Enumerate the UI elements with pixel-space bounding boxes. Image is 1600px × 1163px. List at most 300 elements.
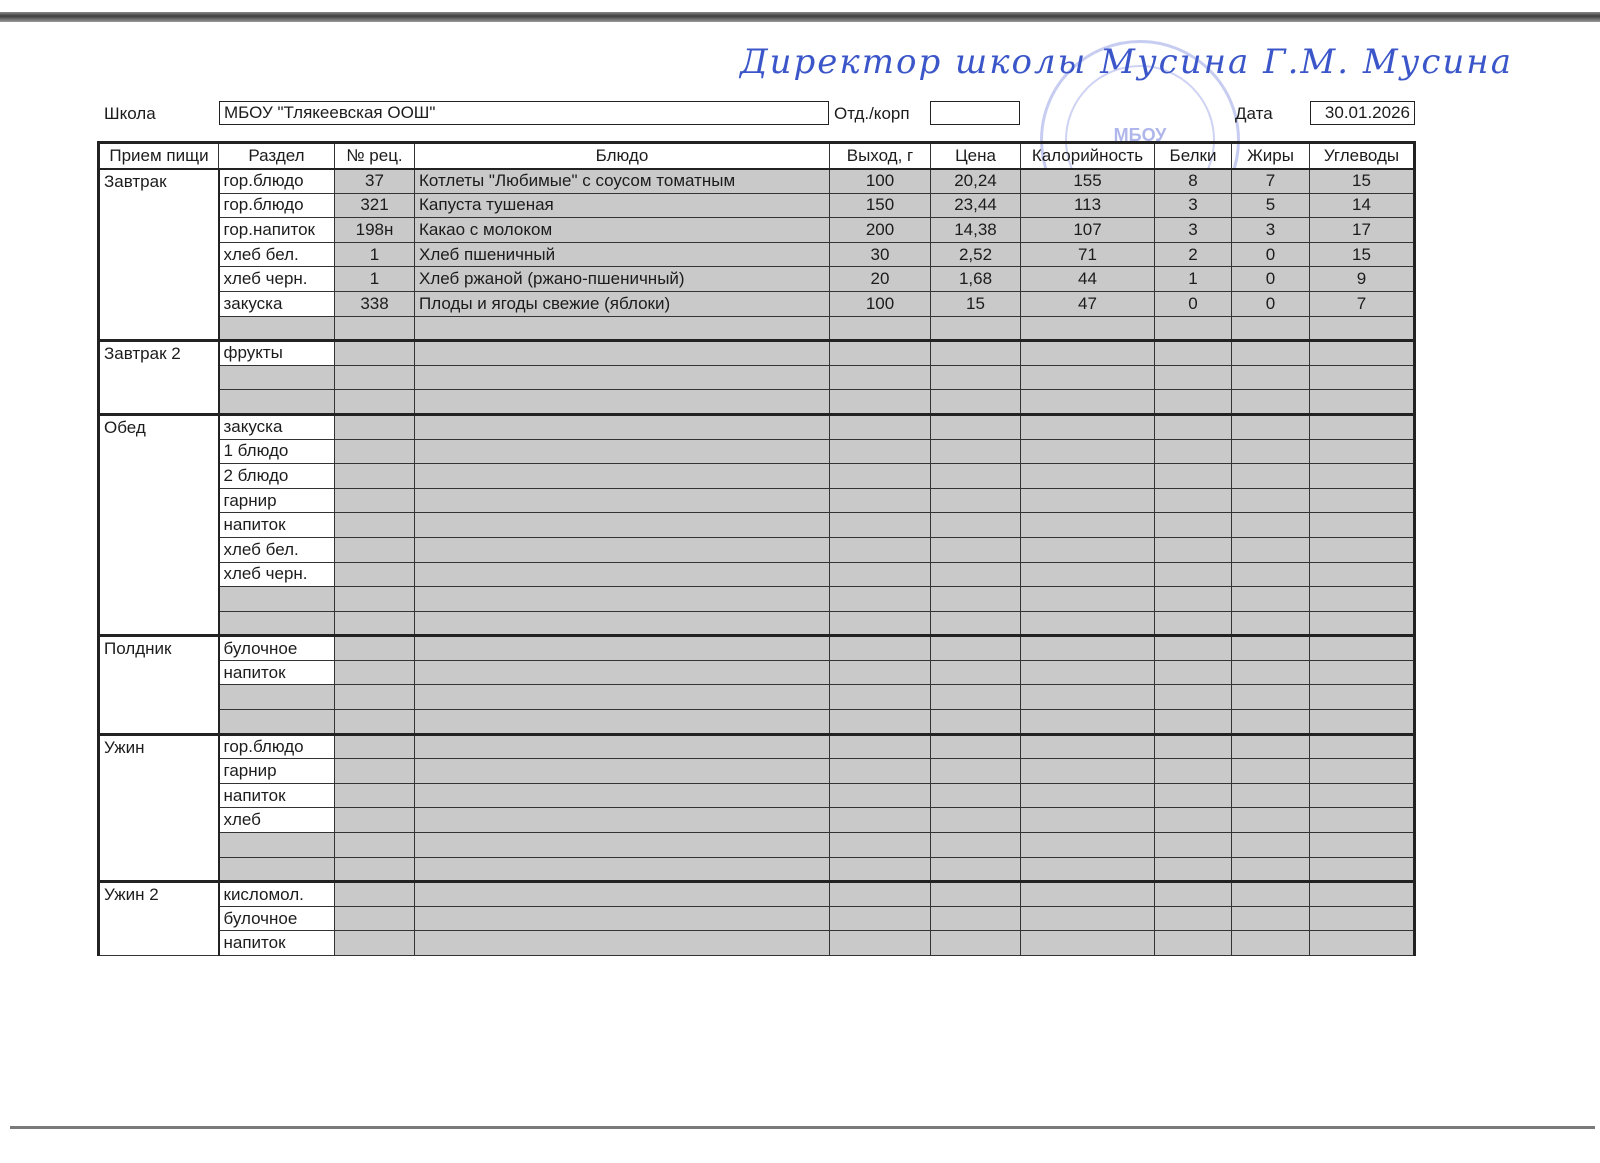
protein-cell [1155,759,1232,784]
yield-cell [830,660,931,685]
table-row [99,242,1415,267]
carbs-cell [1310,906,1415,931]
section-cell: гор.блюдо [219,734,335,759]
table-row [99,587,1415,612]
protein-cell [1155,390,1232,415]
table-row [99,857,1415,882]
table-row [99,316,1415,341]
meal-cell: Ужин [99,734,219,882]
carbs-cell [1310,390,1415,415]
protein-cell [1155,857,1232,882]
table-row [99,291,1415,316]
recipe-cell [335,636,415,661]
price-cell [931,562,1021,587]
price-cell: 2,52 [931,242,1021,267]
dish-cell [415,660,830,685]
yield-cell [830,562,931,587]
carbs-cell [1310,439,1415,464]
calories-cell: 47 [1021,291,1155,316]
recipe-cell [335,833,415,858]
table-row [99,464,1415,489]
meal-cell: Обед [99,414,219,635]
dish-cell [415,464,830,489]
recipe-cell [335,783,415,808]
dish-cell: Капуста тушеная [415,193,830,218]
fat-cell [1232,341,1310,366]
fat-cell: 0 [1232,267,1310,292]
fat-cell [1232,414,1310,439]
calories-cell: 155 [1021,169,1155,194]
fat-cell: 3 [1232,218,1310,243]
menu-table [97,141,1416,956]
carbs-cell [1310,882,1415,907]
recipe-cell: 321 [335,193,415,218]
protein-cell [1155,439,1232,464]
protein-cell [1155,513,1232,538]
yield-cell [830,857,931,882]
fat-cell: 0 [1232,291,1310,316]
protein-cell [1155,365,1232,390]
carbs-cell [1310,931,1415,956]
fat-cell [1232,488,1310,513]
section-cell [219,316,335,341]
price-cell [931,685,1021,710]
section-cell: 1 блюдо [219,439,335,464]
dish-cell: Хлеб ржаной (ржано-пшеничный) [415,267,830,292]
yield-cell [830,734,931,759]
calories-cell [1021,857,1155,882]
protein-cell: 8 [1155,169,1232,194]
carbs-cell [1310,316,1415,341]
recipe-cell: 1 [335,242,415,267]
table-row [99,882,1415,907]
price-cell [931,734,1021,759]
section-cell: напиток [219,660,335,685]
dish-cell [415,710,830,735]
fat-cell [1232,882,1310,907]
dept-field[interactable] [930,101,1020,125]
table-row [99,193,1415,218]
dish-cell [415,808,830,833]
price-cell [931,390,1021,415]
protein-cell [1155,783,1232,808]
dish-cell [415,906,830,931]
table-row [99,488,1415,513]
price-cell: 23,44 [931,193,1021,218]
protein-cell [1155,931,1232,956]
dish-cell [415,636,830,661]
dish-cell [415,316,830,341]
calories-cell [1021,759,1155,784]
calories-cell [1021,710,1155,735]
table-row [99,365,1415,390]
fat-cell [1232,587,1310,612]
col-price-header: Цена [931,143,1021,169]
price-cell [931,316,1021,341]
calories-cell: 44 [1021,267,1155,292]
price-cell [931,365,1021,390]
protein-cell [1155,537,1232,562]
table-row [99,931,1415,956]
section-cell: хлеб черн. [219,267,335,292]
calories-cell [1021,882,1155,907]
dish-cell [415,833,830,858]
section-cell [219,587,335,612]
yield-cell [830,390,931,415]
table-row [99,808,1415,833]
calories-cell [1021,414,1155,439]
calories-cell [1021,660,1155,685]
price-cell [931,931,1021,956]
protein-cell [1155,488,1232,513]
recipe-cell [335,685,415,710]
section-cell [219,390,335,415]
protein-cell [1155,562,1232,587]
yield-cell [830,414,931,439]
price-cell [931,464,1021,489]
meal-cell: Ужин 2 [99,882,219,956]
carbs-cell [1310,341,1415,366]
table-row [99,906,1415,931]
carbs-cell [1310,734,1415,759]
recipe-cell [335,464,415,489]
table-row [99,759,1415,784]
carbs-cell: 7 [1310,291,1415,316]
fat-cell [1232,906,1310,931]
recipe-cell [335,316,415,341]
price-cell [931,439,1021,464]
protein-cell [1155,808,1232,833]
dish-cell [415,931,830,956]
fat-cell [1232,513,1310,538]
dish-cell [415,513,830,538]
carbs-cell: 14 [1310,193,1415,218]
fat-cell [1232,660,1310,685]
yield-cell [830,710,931,735]
calories-cell [1021,906,1155,931]
fat-cell [1232,759,1310,784]
recipe-cell: 338 [335,291,415,316]
dish-cell [415,685,830,710]
yield-cell [830,488,931,513]
table-row [99,611,1415,636]
director-signature: Директор школы Мусина Г.М. Мусина [740,42,1513,82]
protein-cell: 1 [1155,267,1232,292]
calories-cell: 113 [1021,193,1155,218]
calories-cell [1021,833,1155,858]
calories-cell [1021,488,1155,513]
col-fat-header: Жиры [1232,143,1310,169]
yield-cell [830,759,931,784]
yield-cell [830,906,931,931]
col-section-header: Раздел [219,143,335,169]
section-cell: булочное [219,636,335,661]
recipe-cell: 1 [335,267,415,292]
protein-cell [1155,636,1232,661]
table-row [99,218,1415,243]
date-field[interactable]: 30.01.2026 [1310,101,1415,125]
col-protein-header: Белки [1155,143,1232,169]
recipe-cell [335,660,415,685]
fat-cell: 7 [1232,169,1310,194]
table-row [99,439,1415,464]
col-dish-header: Блюдо [415,143,830,169]
carbs-cell: 15 [1310,242,1415,267]
yield-cell [830,587,931,612]
meal-cell: Завтрак 2 [99,341,219,415]
fat-cell: 5 [1232,193,1310,218]
col-recipe-header: № рец. [335,143,415,169]
table-row [99,414,1415,439]
protein-cell: 0 [1155,291,1232,316]
fat-cell: 0 [1232,242,1310,267]
recipe-cell [335,414,415,439]
yield-cell [830,931,931,956]
recipe-cell [335,513,415,538]
yield-cell [830,636,931,661]
carbs-cell [1310,783,1415,808]
dish-cell [415,857,830,882]
table-header-row [99,143,1415,169]
yield-cell: 100 [830,291,931,316]
carbs-cell [1310,660,1415,685]
recipe-cell [335,562,415,587]
dish-cell [415,488,830,513]
fat-cell [1232,710,1310,735]
dish-cell [415,390,830,415]
price-cell [931,808,1021,833]
carbs-cell [1310,537,1415,562]
protein-cell [1155,734,1232,759]
dish-cell: Котлеты "Любимые" с соусом томатным [415,169,830,194]
recipe-cell [335,390,415,415]
dish-cell: Плоды и ягоды свежие (яблоки) [415,291,830,316]
recipe-cell: 37 [335,169,415,194]
protein-cell [1155,906,1232,931]
dish-cell [415,882,830,907]
section-cell [219,710,335,735]
fat-cell [1232,734,1310,759]
price-cell [931,759,1021,784]
section-cell: гор.блюдо [219,169,335,194]
fat-cell [1232,439,1310,464]
section-cell: гор.блюдо [219,193,335,218]
price-cell: 1,68 [931,267,1021,292]
price-cell [931,537,1021,562]
section-cell: гор.напиток [219,218,335,243]
calories-cell [1021,365,1155,390]
dish-cell [415,537,830,562]
fat-cell [1232,931,1310,956]
section-cell [219,833,335,858]
date-label: Дата [1235,104,1273,123]
section-cell: закуска [219,414,335,439]
fat-cell [1232,808,1310,833]
dish-cell: Хлеб пшеничный [415,242,830,267]
recipe-cell [335,710,415,735]
protein-cell [1155,833,1232,858]
col-yield-header: Выход, г [830,143,931,169]
yield-cell [830,537,931,562]
scan-edge-bottom [10,1126,1595,1129]
dish-cell [415,341,830,366]
dish-cell [415,759,830,784]
recipe-cell [335,365,415,390]
recipe-cell [335,759,415,784]
table-row [99,169,1415,194]
yield-cell [830,365,931,390]
dish-cell [415,783,830,808]
col-carbs-header: Углеводы [1310,143,1415,169]
section-cell: хлеб бел. [219,242,335,267]
recipe-cell [335,808,415,833]
recipe-cell [335,341,415,366]
col-meal-header: Прием пищи [99,143,219,169]
table-row [99,734,1415,759]
carbs-cell [1310,513,1415,538]
calories-cell [1021,316,1155,341]
carbs-cell: 15 [1310,169,1415,194]
fat-cell [1232,783,1310,808]
calories-cell [1021,931,1155,956]
recipe-cell [335,537,415,562]
calories-cell [1021,341,1155,366]
fat-cell [1232,833,1310,858]
price-cell [931,611,1021,636]
price-cell [931,882,1021,907]
table-row [99,783,1415,808]
price-cell [931,710,1021,735]
section-cell: кисломол. [219,882,335,907]
protein-cell [1155,685,1232,710]
stamp-text: МБОУ [1113,125,1167,145]
calories-cell [1021,464,1155,489]
price-cell [931,833,1021,858]
yield-cell [830,316,931,341]
table-row [99,390,1415,415]
section-cell: напиток [219,931,335,956]
recipe-cell [335,587,415,612]
price-cell: 20,24 [931,169,1021,194]
section-cell [219,685,335,710]
protein-cell [1155,341,1232,366]
yield-cell [830,833,931,858]
yield-cell [830,808,931,833]
yield-cell: 150 [830,193,931,218]
table-row [99,562,1415,587]
carbs-cell: 17 [1310,218,1415,243]
fat-cell [1232,685,1310,710]
yield-cell: 30 [830,242,931,267]
carbs-cell [1310,857,1415,882]
calories-cell [1021,390,1155,415]
calories-cell [1021,685,1155,710]
protein-cell [1155,316,1232,341]
table-row [99,537,1415,562]
fat-cell [1232,365,1310,390]
fat-cell [1232,611,1310,636]
carbs-cell [1310,587,1415,612]
yield-cell: 100 [830,169,931,194]
dish-cell [415,439,830,464]
calories-cell [1021,537,1155,562]
fat-cell [1232,390,1310,415]
table-row [99,513,1415,538]
fat-cell [1232,636,1310,661]
price-cell [931,636,1021,661]
recipe-cell [335,906,415,931]
calories-cell [1021,562,1155,587]
calories-cell: 71 [1021,242,1155,267]
price-cell [931,488,1021,513]
carbs-cell [1310,759,1415,784]
carbs-cell [1310,365,1415,390]
section-cell: хлеб [219,808,335,833]
carbs-cell: 9 [1310,267,1415,292]
section-cell: напиток [219,783,335,808]
yield-cell [830,611,931,636]
price-cell [931,783,1021,808]
yield-cell [830,341,931,366]
price-cell [931,587,1021,612]
calories-cell [1021,636,1155,661]
dish-cell: Какао с молоком [415,218,830,243]
recipe-cell [335,488,415,513]
calories-cell [1021,734,1155,759]
yield-cell [830,464,931,489]
price-cell [931,513,1021,538]
calories-cell [1021,808,1155,833]
fat-cell [1232,562,1310,587]
price-cell [931,660,1021,685]
fat-cell [1232,537,1310,562]
price-cell [931,414,1021,439]
dish-cell [415,414,830,439]
school-label: Школа [104,104,156,123]
protein-cell [1155,414,1232,439]
calories-cell [1021,783,1155,808]
calories-cell: 107 [1021,218,1155,243]
table-row [99,660,1415,685]
calories-cell [1021,513,1155,538]
yield-cell [830,513,931,538]
recipe-cell [335,931,415,956]
protein-cell [1155,611,1232,636]
table-row [99,636,1415,661]
recipe-cell [335,882,415,907]
calories-cell [1021,439,1155,464]
dish-cell [415,587,830,612]
recipe-cell [335,857,415,882]
carbs-cell [1310,611,1415,636]
section-cell: хлеб бел. [219,537,335,562]
school-field[interactable]: МБОУ "Тлякеевская ООШ" [219,101,829,125]
section-cell: закуска [219,291,335,316]
recipe-cell [335,734,415,759]
carbs-cell [1310,562,1415,587]
dish-cell [415,365,830,390]
fat-cell [1232,857,1310,882]
table-row [99,267,1415,292]
calories-cell [1021,587,1155,612]
yield-cell [830,783,931,808]
price-cell [931,857,1021,882]
section-cell [219,857,335,882]
protein-cell: 3 [1155,218,1232,243]
yield-cell: 20 [830,267,931,292]
recipe-cell [335,611,415,636]
section-cell: булочное [219,906,335,931]
